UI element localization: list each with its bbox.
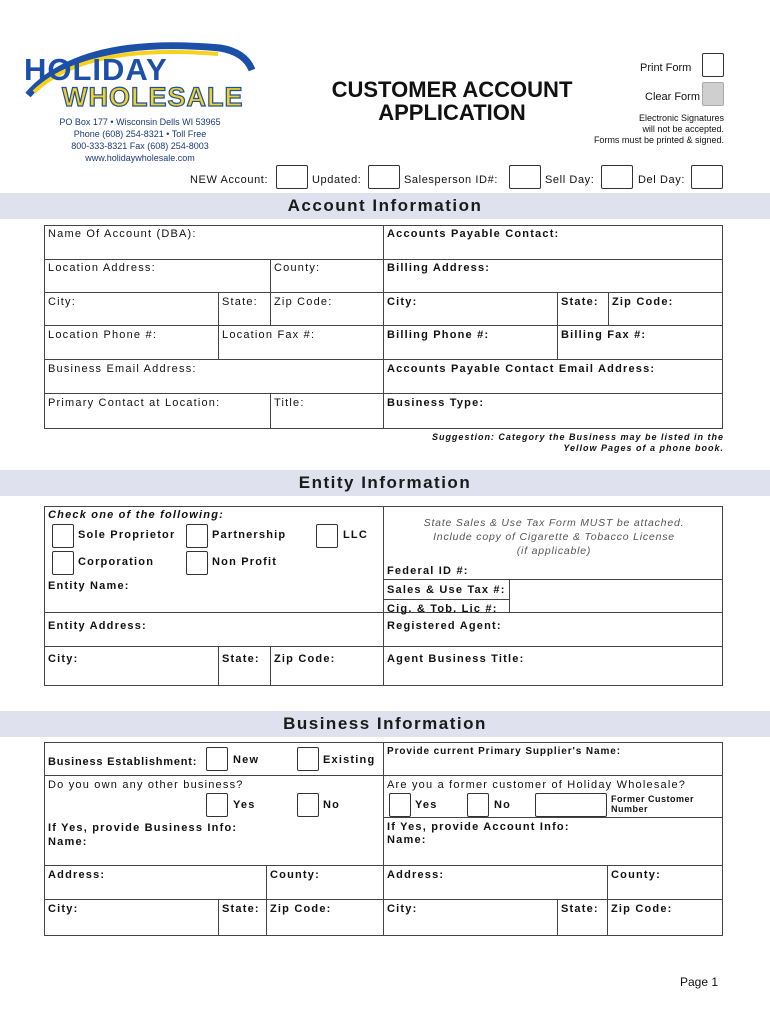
llc-label: LLC [343,529,368,541]
suggestion-line2: Yellow Pages of a phone book. [563,443,724,453]
federal-id-label: Federal ID #: [387,565,469,577]
registered-agent-label: Registered Agent: [387,620,502,632]
esig-note-line2: will not be accepted. [642,124,724,134]
company-address-block [40,116,240,164]
other-business-zip-label: Zip Code: [270,903,332,915]
former-number-line1: Former Customer [611,794,695,804]
former-account-county-label: County: [611,869,661,881]
county-label: County: [274,262,321,274]
location-zip-label: Zip Code: [274,296,333,308]
business-establishment-label: Business Establishment: [48,756,198,768]
own-other-yes-checkbox[interactable] [206,793,228,817]
sales-tax-label: Sales & Use Tax #: [387,584,506,596]
primary-supplier-label: Provide current Primary Supplier's Name: [387,746,622,757]
name-of-account-label: Name Of Account (DBA): [48,228,197,240]
tax-note-line3: (if applicable) [516,545,592,557]
other-business-state-label: State: [222,903,260,915]
new-account-label: NEW Account: [190,174,269,186]
former-account-city-label: City: [387,903,418,915]
former-account-name-label: Name: [387,834,427,846]
holiday-wholesale-logo [20,40,260,115]
location-city-label: City: [48,296,76,308]
print-form-button[interactable] [702,53,724,77]
nonprofit-label: Non Profit [212,556,278,568]
partnership-checkbox[interactable] [186,524,208,548]
salesperson-id-label: Salesperson ID#: [404,174,498,186]
tax-form-note [390,516,718,558]
own-other-no-label: No [323,799,341,811]
sole-proprietor-label: Sole Proprietor [78,529,176,541]
former-number-line2: Number [611,804,649,814]
billing-fax-label: Billing Fax #: [561,329,647,341]
salesperson-id-field[interactable] [509,165,541,189]
location-fax-label: Location Fax #: [222,329,316,341]
location-address-label: Location Address: [48,262,156,274]
tax-note-line1: State Sales & Use Tax Form MUST be attached. [423,517,685,529]
check-one-label: Check one of the following: [48,509,225,521]
if-yes-business-info-label: If Yes, provide Business Info: [48,822,238,834]
partnership-label: Partnership [212,529,287,541]
former-customer-no-label: No [494,799,512,811]
former-customer-number-field[interactable] [535,793,607,817]
company-phone: Phone (608) 254-8321 • Toll Free [73,129,207,139]
own-other-business-label: Do you own any other business? [48,779,244,791]
former-customer-no-checkbox[interactable] [467,793,489,817]
other-business-county-label: County: [270,869,320,881]
billing-phone-label: Billing Phone #: [387,329,490,341]
billing-city-label: City: [387,296,418,308]
billing-zip-label: Zip Code: [612,296,674,308]
location-state-label: State: [222,296,258,308]
updated-label: Updated: [312,174,362,186]
former-account-zip-label: Zip Code: [611,903,673,915]
other-business-name-label: Name: [48,836,88,848]
agent-business-title-label: Agent Business Title: [387,653,525,665]
tax-note-line2: Include copy of Cigarette & Tobacco License [433,531,675,543]
primary-contact-label: Primary Contact at Location: [48,397,221,409]
ap-contact-label: Accounts Payable Contact: [387,228,560,240]
billing-state-label: State: [561,296,599,308]
former-customer-question: Are you a former customer of Holiday Wholesale? [387,779,687,791]
page-title-line1: CUSTOMER ACCOUNT [331,77,573,102]
page-title-line2: APPLICATION [378,100,526,125]
company-website: www.holidaywholesale.com [85,153,195,163]
business-type-label: Business Type: [387,397,485,409]
entity-city-label: City: [48,653,79,665]
former-customer-number-label [611,794,694,814]
suggestion-line1: Suggestion: Category the Business may be listed in the [431,432,724,442]
entity-state-label: State: [222,653,260,665]
business-email-label: Business Email Address: [48,363,197,375]
location-phone-label: Location Phone #: [48,329,158,341]
contact-title-label: Title: [274,397,305,409]
del-day-label: Del Day: [638,174,685,186]
billing-address-label: Billing Address: [387,262,491,274]
entity-section-heading: Entity Information [298,473,472,492]
esig-note-line3: Forms must be printed & signed. [593,135,724,145]
sell-day-field[interactable] [601,165,633,189]
own-other-yes-label: Yes [233,799,256,811]
account-section-heading: Account Information [287,196,483,215]
former-account-state-label: State: [561,903,599,915]
clear-form-button[interactable] [702,82,724,106]
entity-zip-label: Zip Code: [274,653,336,665]
logo-word-holiday: HOLIDAY [24,52,168,87]
sole-proprietor-checkbox[interactable] [52,524,74,548]
clear-form-label: Clear Form [645,91,701,103]
entity-name-label: Entity Name: [48,580,130,592]
corporation-label: Corporation [78,556,155,568]
other-business-address-label: Address: [48,869,106,881]
if-yes-account-info-label: If Yes, provide Account Info: [387,821,570,833]
own-other-no-checkbox[interactable] [297,793,319,817]
establishment-new-label: New [233,754,260,766]
company-tollfree-fax: 800-333-8321 Fax (608) 254-8003 [71,141,209,151]
business-type-suggestion [380,432,724,454]
updated-checkbox[interactable] [368,165,400,189]
establishment-existing-checkbox[interactable] [297,747,319,771]
establishment-existing-label: Existing [323,754,376,766]
business-section-heading: Business Information [283,714,487,733]
entity-address-label: Entity Address: [48,620,147,632]
ap-email-label: Accounts Payable Contact Email Address: [387,363,656,375]
establishment-new-checkbox[interactable] [206,747,228,771]
former-customer-yes-checkbox[interactable] [389,793,411,817]
page-title [312,78,592,124]
electronic-signature-note [580,113,724,146]
former-customer-yes-label: Yes [415,799,438,811]
logo-word-wholesale: WHOLESALE [62,82,244,112]
new-account-checkbox[interactable] [276,165,308,189]
del-day-field[interactable] [691,165,723,189]
esig-note-line1: Electronic Signatures [638,113,724,123]
corporation-checkbox[interactable] [52,551,74,575]
page-number: Page 1 [680,975,719,989]
cig-tob-lic-label: Cig. & Tob. Lic #: [387,603,498,615]
nonprofit-checkbox[interactable] [186,551,208,575]
former-account-address-label: Address: [387,869,445,881]
other-business-city-label: City: [48,903,79,915]
print-form-label: Print Form [640,62,692,74]
llc-checkbox[interactable] [316,524,338,548]
company-address: PO Box 177 • Wisconsin Dells WI 53965 [59,117,221,127]
sell-day-label: Sell Day: [545,174,595,186]
